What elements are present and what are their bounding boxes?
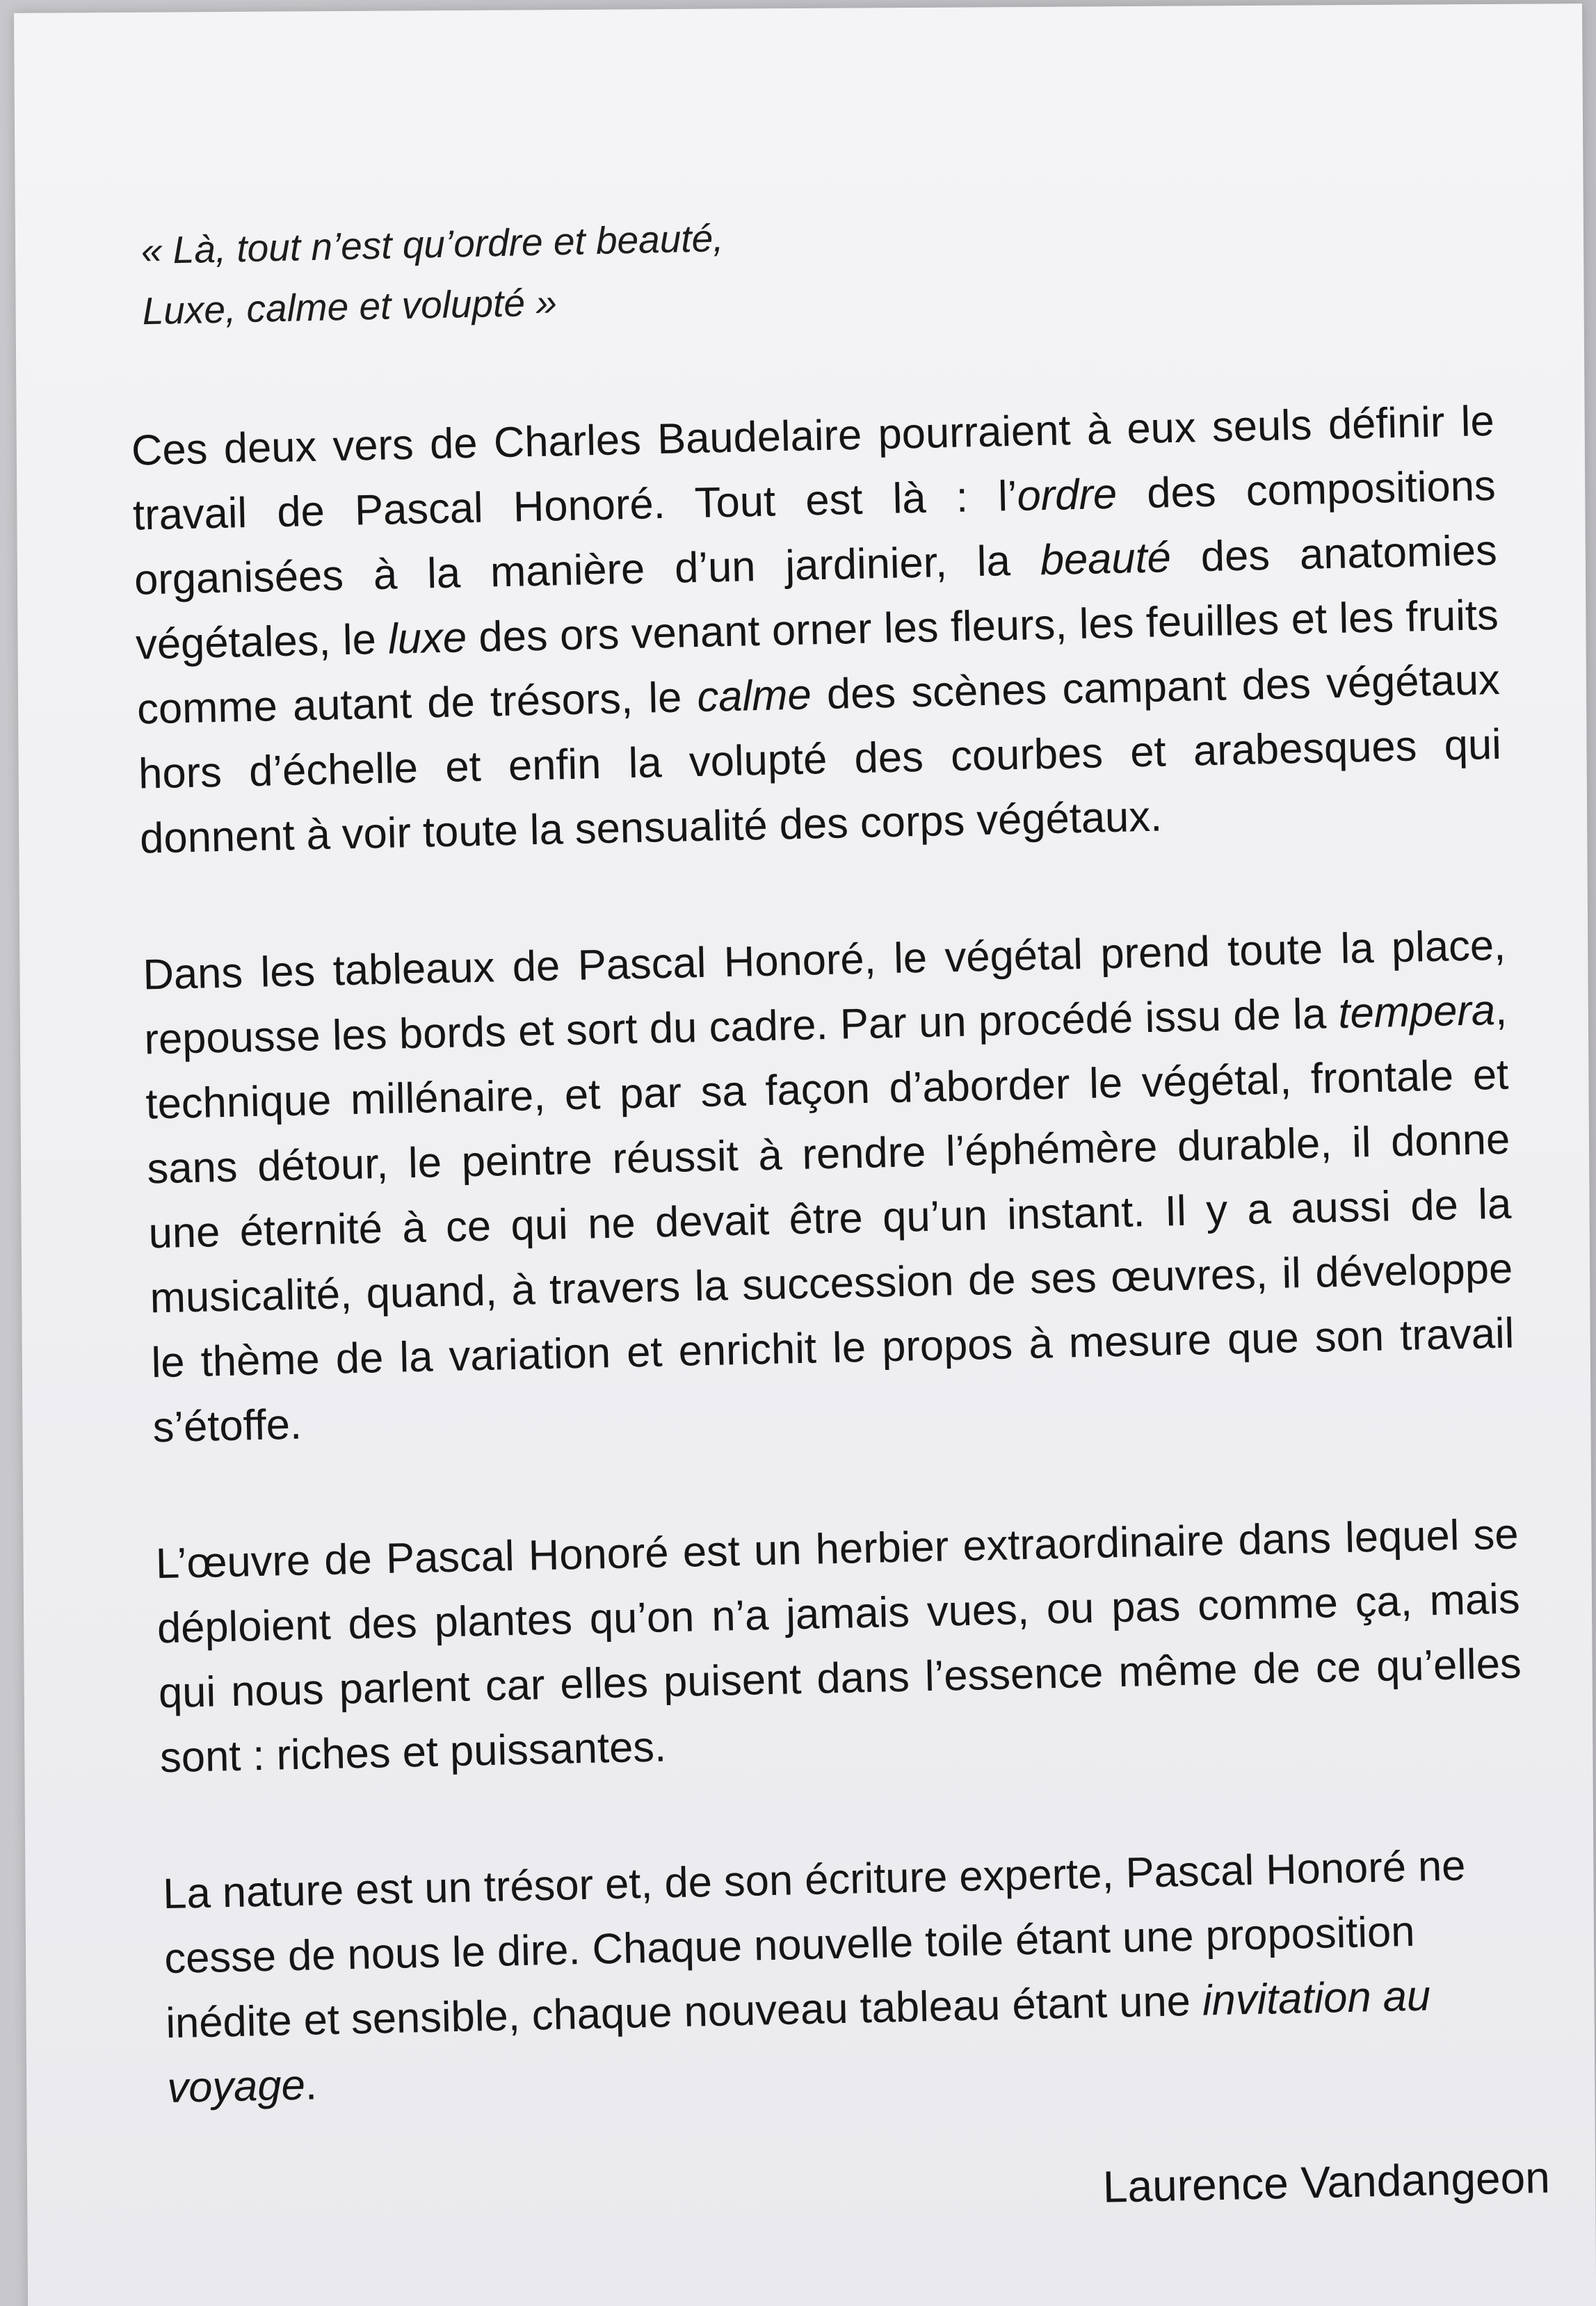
paragraph-1-text-2: des compositions organisées à la manière d’un jardinier, la <box>134 461 1497 604</box>
epigraph-line-2: Luxe, calme et volupté » <box>142 280 558 333</box>
paragraph-3: L’œuvre de Pascal Honoré est un herbier extraordinaire dans lequel se déploient des plantes qu’on n’a jamais vues, ou pas comme ça, mais qui nous parlent car elles puisent dans l’essence même de ce qu’elles sont : riches et puissantes. <box>155 1510 1522 1782</box>
paragraph-1 <box>131 389 1504 871</box>
epigraph-line-1: « Là, tout n’est qu’ordre et beauté, <box>140 216 725 273</box>
paragraph-1-text-1: Ces deux vers de Charles Baudelaire pourraient à eux seuls définir le travail de Pascal Honoré. Tout est là : l’ <box>131 396 1495 540</box>
emphasis-luxe: luxe <box>387 613 467 663</box>
paragraph-1-text-4: des ors venant orner les fleurs, les feuilles et les fruits comme autant de trésors, le <box>136 590 1499 734</box>
emphasis-ordre: ordre <box>1016 469 1118 520</box>
signature: Laurence Vandangeon <box>1102 2152 1551 2212</box>
epigraph <box>140 191 1499 341</box>
paragraph-2 <box>142 913 1516 1460</box>
paragraph-2-text-2: , technique millénaire, et par sa façon d’aborder le végétal, frontale et sans détour, le peintre réussit à rendre l’éphémère durable, il donne une éternité à ce qui ne devait être qu’un instant. Il y a aussi de la musicalité, quand, à travers la succession de ses œuvres, il développe le thème de la variation et enrichit le propos à mesure que son travail s’étoffe. <box>145 985 1515 1452</box>
emphasis-beaute: beauté <box>1039 533 1172 585</box>
paragraph-1-text-5: des scènes campant des végétaux hors d’échelle et enfin la volupté des courbes et arabesques qui donnent à voir toute la sensualité des corps végétaux. <box>138 655 1502 863</box>
paragraph-2-text-1: Dans les tableaux de Pascal Honoré, le végétal prend toute la place, repousse les bords et sort du cadre. Par un procédé issu de la <box>142 921 1506 1064</box>
paragraph-1-text-3: des anatomies végétales, le <box>135 526 1498 669</box>
text-content <box>120 191 1551 2234</box>
emphasis-tempera: tempera <box>1337 986 1496 1038</box>
emphasis-invitation-au-voyage: invitation au voyage <box>166 1972 1431 2113</box>
paper-sheet <box>14 3 1596 2306</box>
emphasis-calme: calme <box>696 670 812 721</box>
paragraph-4 <box>162 1832 1531 2120</box>
paragraph-4-text-2: . <box>304 2061 318 2109</box>
paragraph-4-text-1: La nature est un trésor et, de son écriture experte, Pascal Honoré ne cesse de nous le dire. Chaque nouvelle toile étant une proposition inédite et sensible, chaque nouveau tableau étant une <box>162 1841 1467 2048</box>
